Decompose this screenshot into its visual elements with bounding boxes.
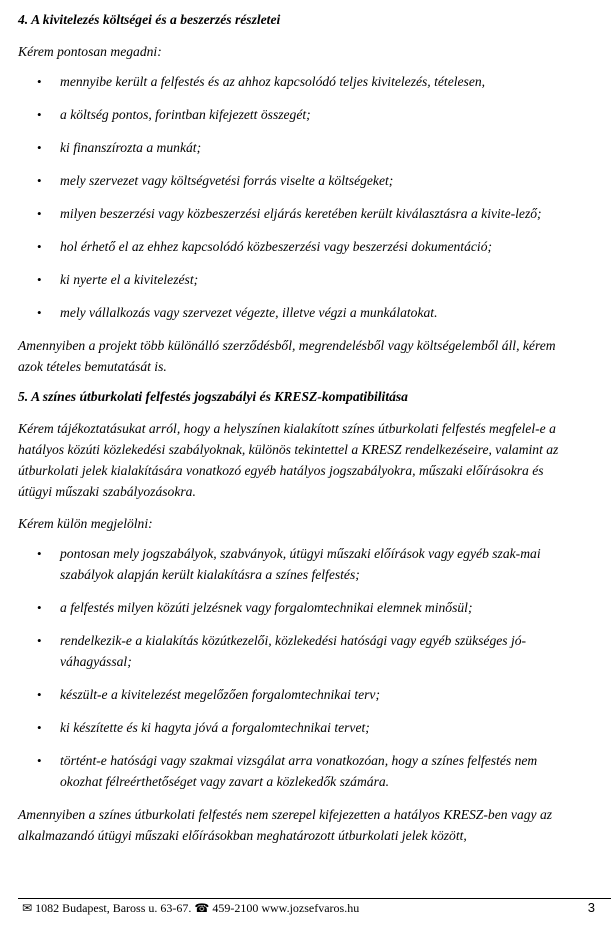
list-item: • készült-e a kivitelezést megelőzően forgalomtechnikai terv; (18, 684, 574, 705)
list-item: • pontosan mely jogszabályok, szabványok, útügyi műszaki előírások vagy egyéb szak-mai szabályok alapján került kialakításra a színes felfestés; (18, 543, 574, 585)
section-5-heading: 5. A színes útburkolati felfestés jogszabályi és KRESZ-kompatibilitása (18, 389, 408, 404)
telephone-icon: ☎ (194, 901, 210, 915)
envelope-icon: ✉ (22, 901, 33, 915)
list-item: • ki készítette és ki hagyta jóvá a forgalomtechnikai tervet; (18, 717, 574, 738)
list-item: • mely vállalkozás vagy szervezet végezte, illetve végzi a munkálatokat. (18, 302, 574, 323)
list-item: • hol érhető el az ehhez kapcsolódó közbeszerzési vagy beszerzési dokumentáció; (18, 236, 574, 257)
page-footer (22, 900, 359, 916)
footer-website[interactable]: www.jozsefvaros.hu (261, 901, 360, 915)
list-item: • rendelkezik-e a kialakítás közútkezelői, közlekedési hatósági vagy egyéb szükséges jó-váhagyással; (18, 630, 574, 672)
section-5-intro-2: Kérem külön megjelölni: (18, 516, 153, 531)
list-item: • milyen beszerzési vagy közbeszerzési eljárás keretében került kiválasztásra a kivite-lező; (18, 203, 574, 224)
footer-address: 1082 Budapest, Baross u. 63-67. (35, 901, 192, 915)
list-item: • a felfestés milyen közúti jelzésnek vagy forgalomtechnikai elemnek minősül; (18, 597, 574, 618)
list-item: • mely szervezet vagy költségvetési forrás viselte a költségeket; (18, 170, 574, 191)
section-4-heading: 4. A kivitelezés költségei és a beszerzés részletei (18, 12, 281, 27)
list-item: • ki nyerte el a kivitelezést; (18, 269, 574, 290)
list-item: • mennyibe került a felfestés és az ahhoz kapcsolódó teljes kivitelezés, tételesen, (18, 71, 574, 92)
section-5-intro: Kérem tájékoztatásukat arról, hogy a helyszínen kialakított színes útburkolati felfestés megfelel-e a hatályos közúti közlekedési szabályoknak, különös tekintettel a KRESZ rendelkezéseire, valamint az útburkolati jelek kialakítására vonatkozó egyéb hatályos jogszabályokra, műszaki előírásokra és útügyi műszaki szabályozásokra. (18, 421, 559, 499)
list-item: • ki finanszírozta a munkát; (18, 137, 574, 158)
document-body (18, 11, 574, 857)
section-5-closing: Amennyiben a színes útburkolati felfestés nem szerepel kifejezetten a hatályos KRESZ-ben vagy az alkalmazandó útügyi műszaki előírásokban meghatározott útburkolati jelek között, (18, 807, 553, 843)
page-number: 3 (587, 900, 595, 915)
footer-phone: 459-2100 (212, 901, 259, 915)
list-item: • a költség pontos, forintban kifejezett összegét; (18, 104, 574, 125)
list-item: • történt-e hatósági vagy szakmai vizsgálat arra vonatkozóan, hogy a színes felfestés nem okozhat félreérthetőséget vagy zavart a közlekedők számára. (18, 750, 574, 792)
section-4-closing: Amennyiben a projekt több különálló szerződésből, megrendelésből vagy költségelemből áll, kérem azok tételes bemutatását is. (18, 338, 556, 374)
section-4-list (18, 71, 574, 323)
section-5-list (18, 543, 574, 792)
section-4-intro: Kérem pontosan megadni: (18, 44, 162, 59)
footer-divider (18, 898, 611, 899)
